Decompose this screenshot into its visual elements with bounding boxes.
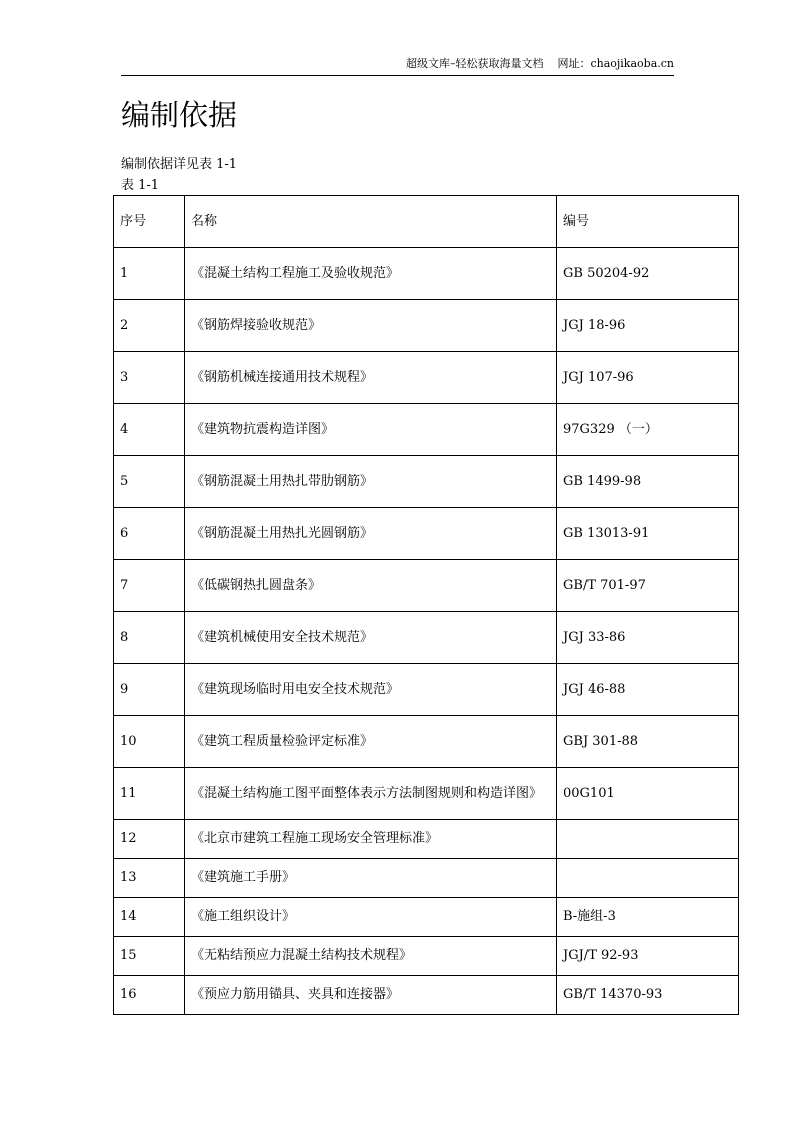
table-row [114, 560, 739, 612]
cell-code: 00G101 [557, 768, 739, 820]
cell-code: GBJ 301-88 [557, 716, 739, 768]
cell-no: 3 [114, 352, 185, 404]
table-row [114, 859, 739, 898]
cell-no: 4 [114, 404, 185, 456]
cell-no: 8 [114, 612, 185, 664]
cell-no: 5 [114, 456, 185, 508]
cell-code: 97G329 （一） [557, 404, 739, 456]
cell-code: GB/T 14370-93 [557, 976, 739, 1015]
cell-no: 7 [114, 560, 185, 612]
cell-code: JGJ 107-96 [557, 352, 739, 404]
cell-name: 《施工组织设计》 [185, 898, 557, 937]
intro-text: 编制依据详见表 1-1 [121, 157, 238, 172]
cell-no: 12 [114, 820, 185, 859]
cell-code: GB/T 701-97 [557, 560, 739, 612]
table-row [114, 248, 739, 300]
table-row [114, 352, 739, 404]
table-row [114, 404, 739, 456]
table-row [114, 768, 739, 820]
header-site-slogan: 超级文库–轻松获取海量文档 [405, 57, 544, 70]
header-cell-no: 序号 [114, 196, 185, 248]
cell-code: GB 13013-91 [557, 508, 739, 560]
cell-name: 《低碳钢热扎圆盘条》 [185, 560, 557, 612]
table-row [114, 716, 739, 768]
cell-no: 14 [114, 898, 185, 937]
cell-name: 《钢筋混凝土用热扎带肋钢筋》 [185, 456, 557, 508]
cell-name: 《建筑机械使用安全技术规范》 [185, 612, 557, 664]
cell-name: 《无粘结预应力混凝土结构技术规程》 [185, 937, 557, 976]
cell-name: 《混凝土结构工程施工及验收规范》 [185, 248, 557, 300]
cell-no: 11 [114, 768, 185, 820]
table-header-row [114, 196, 739, 248]
page-title: 编制依据 [121, 98, 238, 132]
table-row [114, 820, 739, 859]
cell-no: 15 [114, 937, 185, 976]
cell-no: 9 [114, 664, 185, 716]
cell-name: 《钢筋混凝土用热扎光圆钢筋》 [185, 508, 557, 560]
table-row [114, 300, 739, 352]
cell-code: B-施组-3 [557, 898, 739, 937]
table-row [114, 456, 739, 508]
cell-code [557, 859, 739, 898]
cell-code: JGJ 33-86 [557, 612, 739, 664]
table-caption: 表 1-1 [121, 178, 160, 193]
cell-no: 1 [114, 248, 185, 300]
header-cell-code: 编号 [557, 196, 739, 248]
page-header [121, 56, 674, 76]
cell-no: 6 [114, 508, 185, 560]
cell-no: 16 [114, 976, 185, 1015]
table-row [114, 612, 739, 664]
cell-name: 《钢筋焊接验收规范》 [185, 300, 557, 352]
cell-no: 2 [114, 300, 185, 352]
cell-name: 《混凝土结构施工图平面整体表示方法制图规则和构造详图》 [185, 768, 557, 820]
cell-no: 10 [114, 716, 185, 768]
basis-table [113, 195, 739, 1015]
cell-name: 《建筑施工手册》 [185, 859, 557, 898]
cell-code: JGJ 46-88 [557, 664, 739, 716]
table-row [114, 976, 739, 1015]
cell-code: JGJ/T 92-93 [557, 937, 739, 976]
cell-name: 《钢筋机械连接通用技术规程》 [185, 352, 557, 404]
table-row [114, 898, 739, 937]
cell-name: 《预应力筋用锚具、夹具和连接器》 [185, 976, 557, 1015]
cell-code: GB 50204-92 [557, 248, 739, 300]
header-cell-name: 名称 [185, 196, 557, 248]
header-site-url: 网址：chaojikaoba.cn [557, 57, 674, 70]
cell-name: 《建筑物抗震构造详图》 [185, 404, 557, 456]
cell-code [557, 820, 739, 859]
cell-name: 《建筑现场临时用电安全技术规范》 [185, 664, 557, 716]
cell-no: 13 [114, 859, 185, 898]
table-row [114, 664, 739, 716]
table-row [114, 937, 739, 976]
cell-code: JGJ 18-96 [557, 300, 739, 352]
table-row [114, 508, 739, 560]
cell-name: 《北京市建筑工程施工现场安全管理标准》 [185, 820, 557, 859]
cell-name: 《建筑工程质量检验评定标准》 [185, 716, 557, 768]
cell-code: GB 1499-98 [557, 456, 739, 508]
